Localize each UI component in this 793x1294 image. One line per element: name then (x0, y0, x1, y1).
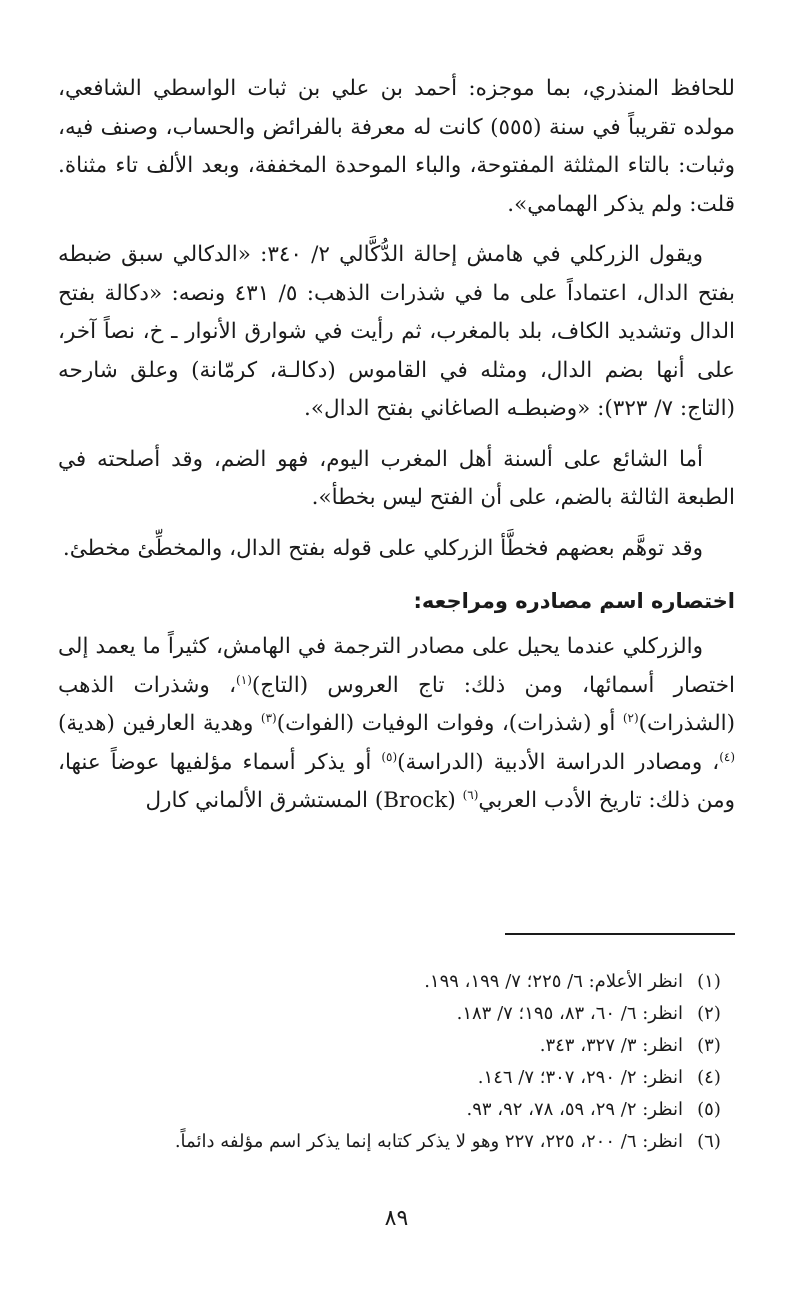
section-heading: اختصاره اسم مصادره ومراجعه: (413, 589, 735, 613)
paragraph-5-part-f: أو يذكر أسماء مؤلفيها عوضاً عنها، ومن ذلك: تاريخ الأدب العربي (58, 749, 735, 813)
footnote-number: (٥) (697, 1099, 721, 1120)
footnote-item (58, 1094, 735, 1126)
footnote-item (58, 998, 735, 1030)
footnote-text: انظر: ٣/ ٣٢٧، ٣٤٣. (539, 1035, 683, 1056)
footnote-number: (٣) (697, 1035, 721, 1056)
page-body (58, 70, 735, 833)
footnote-number: (٤) (697, 1067, 721, 1088)
footnote-ref-4: (٤) (719, 749, 736, 764)
footnote-number: (١) (697, 971, 721, 992)
paragraph-1: للحافظ المنذري، بما موجزه: أحمد بن علي بن ثبات الواسطي الشافعي، مولده تقريباً في سنة (٥٥٥) كانت له معرفة بالفرائض والحساب، وصنف فيه، وثبات: بالتاء المثلثة المفتوحة، والباء الموحدة المخففة، وبعد الألف تاء مثناة. قلت: ولم يذكر الهمامي». (58, 76, 735, 217)
footnote-text: انظر: ٢/ ٢٩، ٥٩، ٧٨، ٩٢، ٩٣. (466, 1099, 683, 1120)
paragraph-5-part-b: ، وشذرات الذهب (الشذرات) (58, 672, 736, 736)
footnote-ref-5: (٥) (381, 749, 398, 764)
paragraph-2: ويقول الزركلي في هامش إحالة الدُّكَّالي ٢/ ٣٤٠: «الدكالي سبق ضبطه بفتح الدال، اعتماداً على ما في شذرات الذهب: ٥/ ٤٣١ ونصه: «دكالة بفتح الدال وتشديد الكاف، بلد بالمغرب، ثم رأيت في شوارق الأنوار ـ خ، نصاً آخر، على أنها بضم الدال، ومثله في القاموس (دكالـة، كرمّانة) وعلق شارحه (التاج: ٧/ ٣٢٣): «وضبطـه الصاغاني بفتح الدال». (58, 242, 735, 421)
footnote-item (58, 1126, 735, 1158)
footnote-ref-3: (٣) (260, 710, 277, 725)
paragraph-3: أما الشائع على ألسنة أهل المغرب اليوم، فهو الضم، وقد أصلحته في الطبعة الثالثة بالضم، على أن الفتح ليس بخطأ». (58, 446, 735, 510)
footnote-ref-6: (٦) (462, 787, 479, 802)
paragraph-5-part-a: والزركلي عندما يحيل على مصادر الترجمة في الهامش، كثيراً ما يعمد إلى اختصار أسمائها، ومن ذلك: تاج العروس (التاج) (58, 634, 735, 698)
footnote-text: انظر الأعلام: ٦/ ٢٢٥؛ ٧/ ١٩٩، ١٩٩. (424, 971, 683, 992)
page-number: ٨٩ (384, 1206, 409, 1231)
footnote-text: انظر: ٢/ ٢٩٠، ٣٠٧؛ ٧/ ١٤٦. (477, 1067, 683, 1088)
footnote-divider (505, 933, 735, 935)
footnote-number: (٦) (697, 1131, 721, 1152)
paragraph-5-part-d: وهدية العارفين (هدية) (58, 711, 261, 736)
paragraph-5-part-g: (Brock) المستشرق الألماني كارل (145, 788, 463, 813)
paragraph-5 (58, 628, 735, 821)
footnote-number: (٢) (697, 1003, 721, 1024)
paragraph-4: وقد توهَّم بعضهم فخطَّأ الزركلي على قوله بفتح الدال، والمخطِّئ مخطئ. (62, 535, 703, 561)
footnote-ref-2: (٢) (622, 710, 639, 725)
footnote-text: انظر: ٦/ ٢٠٠، ٢٢٥، ٢٢٧ وهو لا يذكر كتابه إنما يذكر اسم مؤلفه دائماً. (174, 1131, 683, 1152)
paragraph-5-part-c: أو (شذرات)، وفوات الوفيات (الفوات) (276, 711, 623, 736)
footnote-item (58, 1062, 735, 1094)
footnote-item (58, 1030, 735, 1062)
footnote-item (58, 966, 735, 998)
footnotes (58, 966, 735, 1158)
paragraph-5-part-e: ، ومصادر الدراسة الأدبية (الدراسة) (397, 749, 720, 775)
footnote-text: انظر: ٦/ ٦٠، ٨٣، ١٩٥؛ ٧/ ١٨٣. (456, 1003, 683, 1024)
footnote-ref-1: (١) (236, 672, 252, 687)
